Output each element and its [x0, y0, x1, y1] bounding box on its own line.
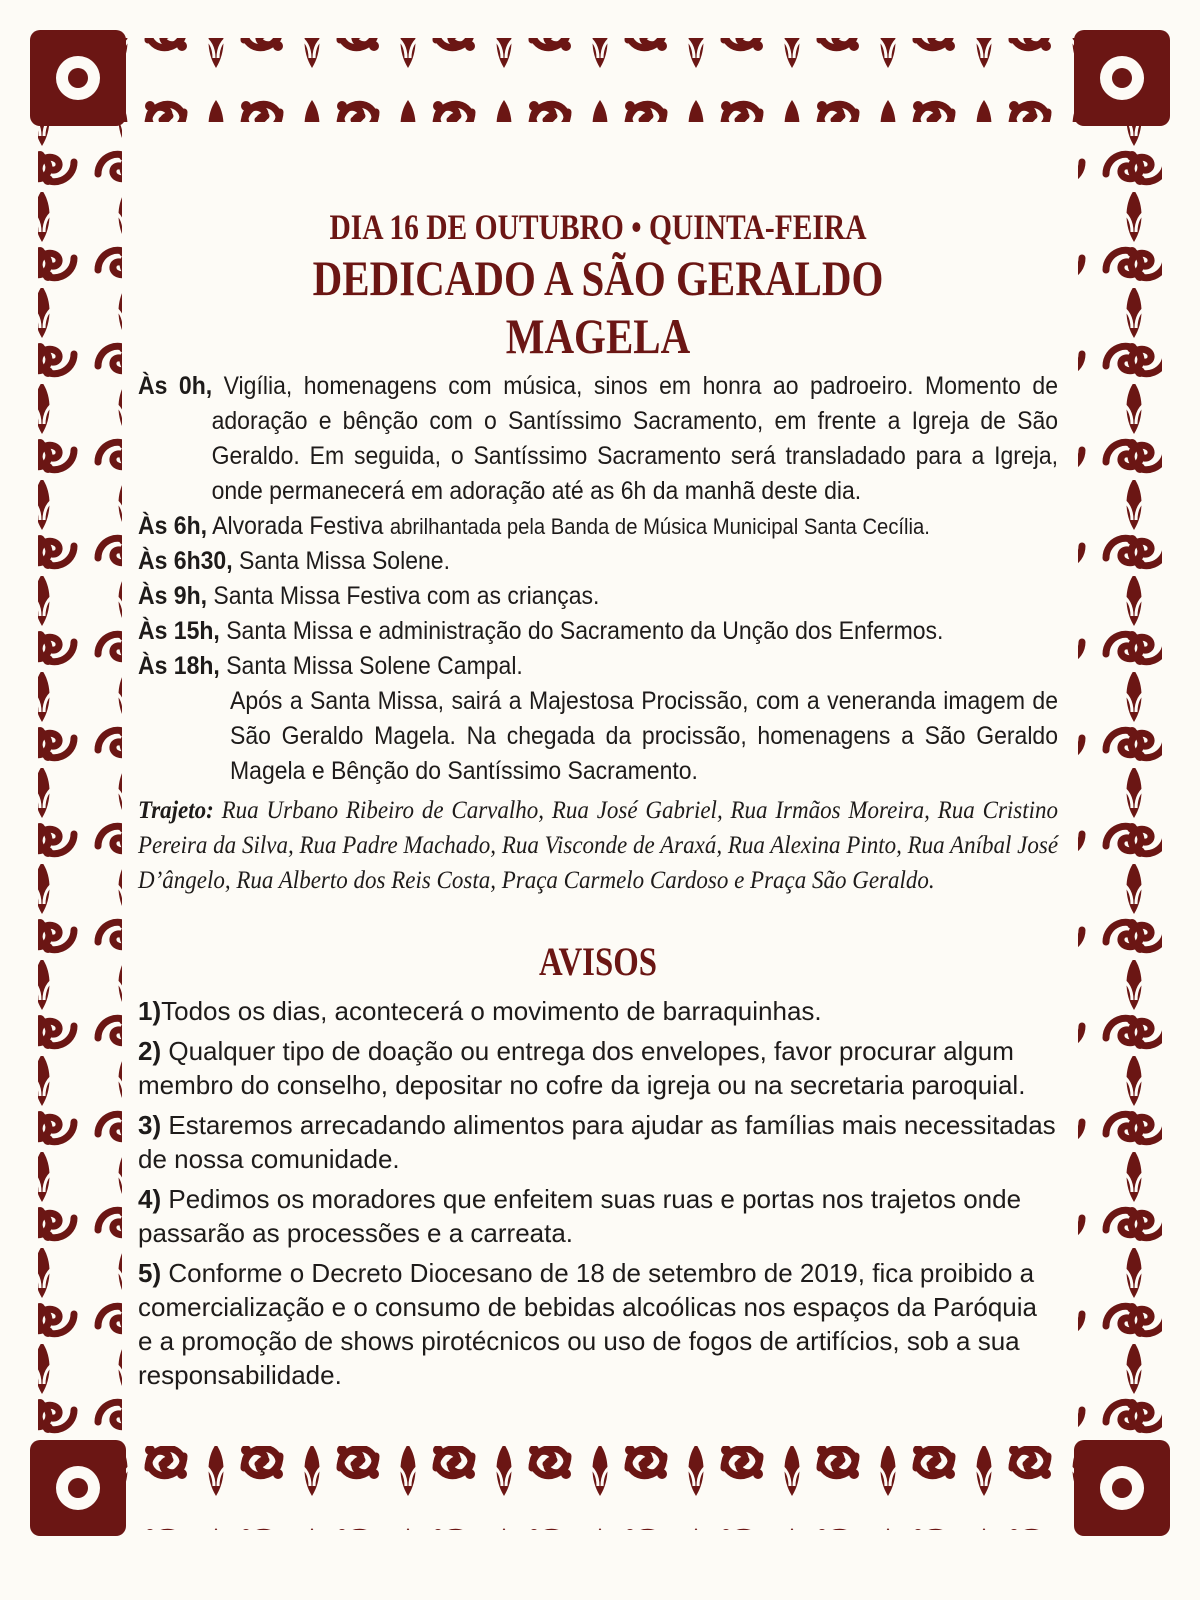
avisos-heading: AVISOS	[539, 939, 657, 984]
date-heading: DIA 16 DE OUTUBRO • QUINTA-FEIRA	[329, 207, 867, 247]
schedule-entry-18h	[138, 649, 1058, 684]
dedication-heading: DEDICADO A SÃO GERALDO MAGELA	[312, 250, 884, 364]
schedule-text: Santa Missa e administração do Sacramento da Unção dos Enfermos.	[226, 617, 944, 645]
schedule-time: Às 6h,	[138, 512, 208, 540]
schedule-text: Santa Missa Festiva com as crianças.	[213, 582, 600, 610]
schedule-time: Às 9h,	[138, 582, 208, 610]
aviso-number: 4)	[138, 1184, 162, 1214]
schedule-entry-0h	[138, 369, 1058, 509]
aviso-number: 5)	[138, 1258, 162, 1288]
aviso-text: Qualquer tipo de doação ou entrega dos envelopes, favor procurar algum membro do conselho, depositar no cofre da igreja ou na secretaria paroquial.	[138, 1036, 1026, 1100]
aviso-number: 1)	[138, 996, 162, 1026]
route-text: Rua Urbano Ribeiro de Carvalho, Rua José Gabriel, Rua Irmãos Moreira, Rua Cristino Pereira da Silva, Rua Padre Machado, Rua Visconde de Araxá, Rua Alexina Pinto, Rua Aníbal José D’ângelo, Rua Alberto dos Reis Costa, Praça Carmelo Cardoso e Praça São Geraldo.	[138, 797, 1059, 894]
aviso-text: Conforme o Decreto Diocesano de 18 de setembro de 2019, fica proibido a comercialização e o consumo de bebidas alcoólicas nos espaços da Paróquia e a promoção de shows pirotécnicos ou uso de fogos de artifícios, sob a sua responsabilidade.	[138, 1258, 1037, 1390]
aviso-text: Estaremos arrecadando alimentos para ajudar as famílias mais necessitadas de nossa comunidade.	[138, 1110, 1056, 1174]
aviso-item	[138, 1256, 1058, 1392]
aviso-number: 3)	[138, 1110, 162, 1140]
schedule-text: Santa Missa Solene Campal.	[226, 652, 523, 680]
schedule-text: Alvorada Festiva	[212, 512, 384, 540]
schedule-entry-15h	[138, 614, 1058, 649]
aviso-item	[138, 994, 1058, 1028]
aviso-number: 2)	[138, 1036, 162, 1066]
route-label: Trajeto:	[138, 797, 214, 824]
schedule-text-small: abrilhantada pela Banda de Música Municipal Santa Cecília.	[389, 514, 930, 539]
procession-note: Após a Santa Missa, sairá a Majestosa Procissão, com a veneranda imagem de São Geraldo Magela. Na chegada da procissão, homenagens a São Geraldo Magela e Bênção do Santíssimo Sacramento.	[230, 687, 1059, 785]
aviso-item	[138, 1034, 1058, 1102]
schedule-time: Às 18h,	[138, 652, 220, 680]
schedule-entry-9h	[138, 579, 1058, 614]
schedule-time: Às 0h,	[138, 372, 213, 400]
route-paragraph	[138, 793, 1058, 898]
aviso-text: Pedimos os moradores que enfeitem suas ruas e portas nos trajetos onde passarão as processões e a carreata.	[138, 1184, 1022, 1248]
schedule-text: Santa Missa Solene.	[239, 547, 450, 575]
aviso-text: Todos os dias, acontecerá o movimento de barraquinhas.	[161, 996, 822, 1026]
schedule-block	[138, 369, 1058, 898]
aviso-item	[138, 1108, 1058, 1176]
flyer-content	[138, 205, 1058, 1398]
aviso-item	[138, 1182, 1058, 1250]
schedule-text: Vigília, homenagens com música, sinos em honra ao padroeiro. Momento de adoração e bênção com o Santíssimo Sacramento, em frente a Igreja de São Geraldo. Em seguida, o Santíssimo Sacramento será transladado para a Igreja, onde permanecerá em adoração até as 6h da manhã deste dia.	[211, 372, 1059, 505]
schedule-time: Às 15h,	[138, 617, 220, 645]
schedule-time: Às 6h30,	[138, 547, 233, 575]
schedule-entry-6h30	[138, 544, 1058, 579]
schedule-list	[138, 369, 1058, 789]
schedule-entry-6h	[138, 509, 1058, 544]
avisos-list	[138, 994, 1058, 1392]
